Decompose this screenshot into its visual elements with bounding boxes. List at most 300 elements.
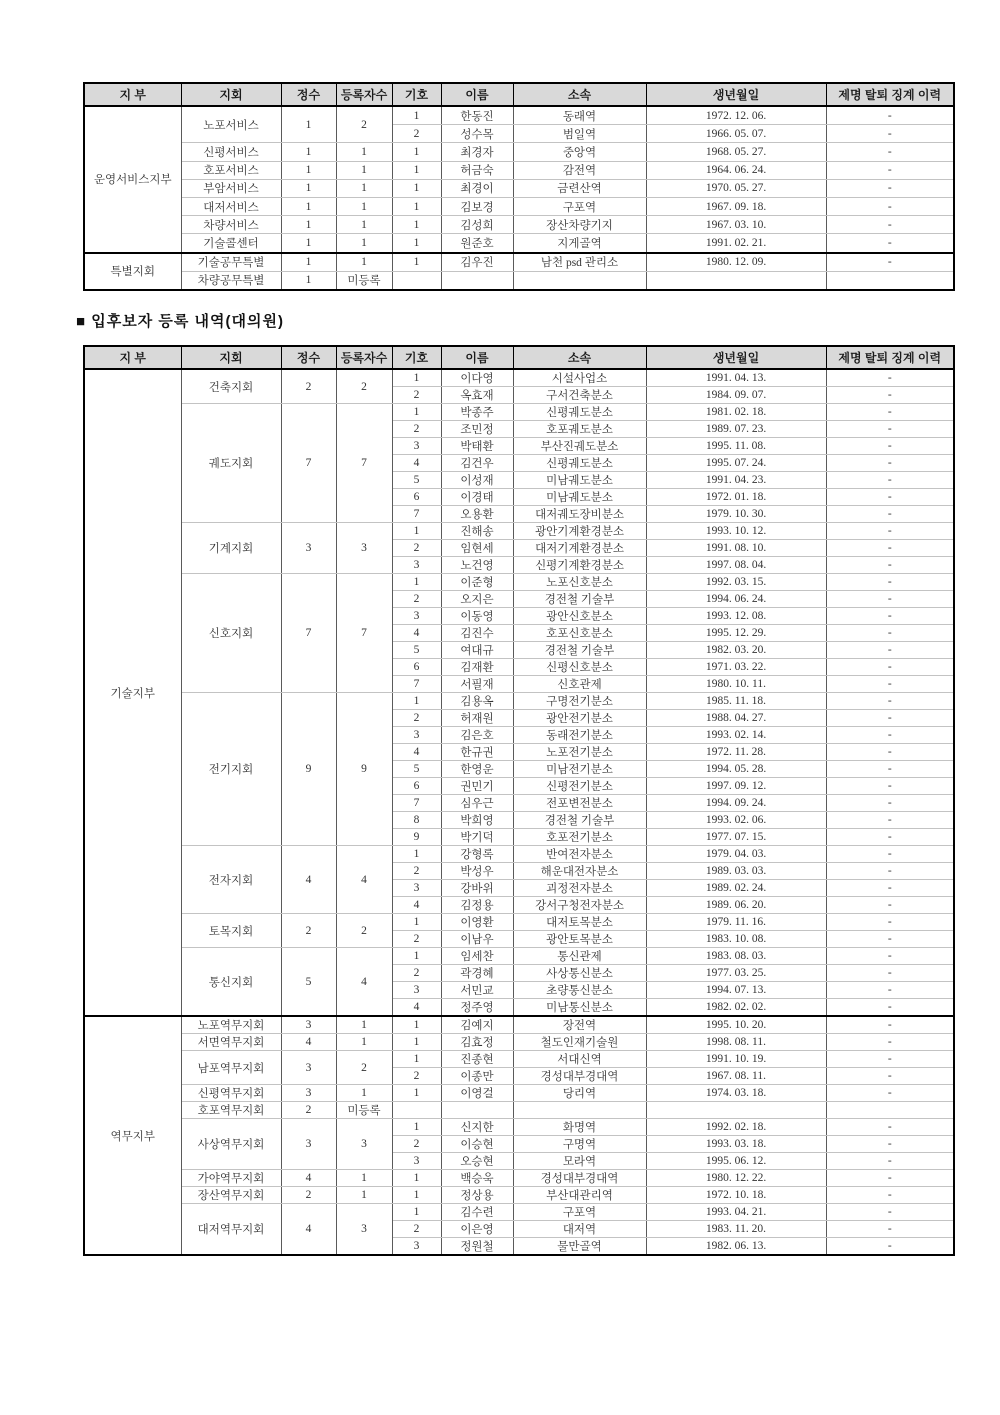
- cell-note: -: [826, 1119, 954, 1136]
- cell-quota: 7: [281, 574, 336, 693]
- column-header: 지 부: [84, 346, 181, 369]
- cell-registered: 3: [336, 1119, 392, 1170]
- cell-note: -: [826, 897, 954, 914]
- table-row: [84, 523, 954, 540]
- cell-quota: 3: [281, 1016, 336, 1034]
- cell-birthdate: 1989. 06. 20.: [646, 897, 826, 914]
- cell-name: 박기덕: [441, 829, 513, 846]
- cell-name: 조민정: [441, 421, 513, 438]
- cell-quota: 1: [281, 253, 336, 272]
- cell-registered: 4: [336, 948, 392, 1017]
- cell-note: -: [826, 216, 954, 234]
- cell-birthdate: 1982. 02. 02.: [646, 999, 826, 1017]
- cell-quota: 3: [281, 1051, 336, 1085]
- cell-affiliation: 장전역: [513, 1016, 646, 1034]
- cell-birthdate: [646, 271, 826, 290]
- cell-registered: 1: [336, 1016, 392, 1034]
- cell-registered: 1: [336, 143, 392, 161]
- cell-registered: 1: [336, 253, 392, 272]
- cell-affiliation: 광안전기분소: [513, 710, 646, 727]
- cell-registered: 1: [336, 1034, 392, 1051]
- cell-affiliation: 남천 psd 관리소: [513, 253, 646, 272]
- cell-quota: 3: [281, 1119, 336, 1170]
- cell-note: -: [826, 948, 954, 965]
- cell-number: 2: [392, 710, 441, 727]
- cell-number: 2: [392, 1068, 441, 1085]
- cell-number: 1: [392, 693, 441, 710]
- cell-name: 이영환: [441, 914, 513, 931]
- cell-affiliation: 물만골역: [513, 1238, 646, 1256]
- cell-number: 1: [392, 234, 441, 253]
- cell-name: 곽경혜: [441, 965, 513, 982]
- cell-name: 오용환: [441, 506, 513, 523]
- cell-note: -: [826, 1051, 954, 1068]
- cell-number: [392, 1102, 441, 1119]
- cell-number: 3: [392, 982, 441, 999]
- cell-number: 1: [392, 914, 441, 931]
- cell-note: -: [826, 253, 954, 272]
- cell-note: -: [826, 125, 954, 143]
- cell-name: [441, 1102, 513, 1119]
- cell-name: 한규권: [441, 744, 513, 761]
- table-row: [84, 404, 954, 421]
- table-row: [84, 1051, 954, 1068]
- table-row: [84, 1102, 954, 1119]
- column-header: 등록자수: [336, 83, 392, 106]
- cell-affiliation: 호포전기분소: [513, 829, 646, 846]
- cell-chapter: 기술콜센터: [181, 234, 281, 253]
- cell-note: -: [826, 744, 954, 761]
- cell-name: 강바위: [441, 880, 513, 897]
- cell-note: -: [826, 1204, 954, 1221]
- cell-affiliation: 신평신호분소: [513, 659, 646, 676]
- cell-name: 박태환: [441, 438, 513, 455]
- cell-note: -: [826, 1034, 954, 1051]
- cell-birthdate: 1979. 11. 16.: [646, 914, 826, 931]
- cell-number: 1: [392, 143, 441, 161]
- cell-birthdate: 1994. 07. 13.: [646, 982, 826, 999]
- cell-number: 1: [392, 179, 441, 197]
- table-row: [84, 216, 954, 234]
- table-row: [84, 1034, 954, 1051]
- cell-note: -: [826, 574, 954, 591]
- cell-registered: 7: [336, 404, 392, 523]
- cell-number: 1: [392, 253, 441, 272]
- cell-affiliation: 철도인재기술원: [513, 1034, 646, 1051]
- cell-name: 오지은: [441, 591, 513, 608]
- cell-affiliation: 사상통신분소: [513, 965, 646, 982]
- cell-chapter: 기술공무특별: [181, 253, 281, 272]
- table-row: [84, 1187, 954, 1204]
- cell-name: 이승현: [441, 1136, 513, 1153]
- cell-number: 4: [392, 625, 441, 642]
- cell-quota: 4: [281, 1204, 336, 1256]
- cell-note: -: [826, 761, 954, 778]
- cell-note: -: [826, 540, 954, 557]
- table-row: [84, 574, 954, 591]
- cell-note: -: [826, 693, 954, 710]
- cell-birthdate: 1994. 05. 28.: [646, 761, 826, 778]
- cell-birthdate: 1974. 03. 18.: [646, 1085, 826, 1102]
- cell-affiliation: 구포역: [513, 1204, 646, 1221]
- cell-birthdate: 1984. 09. 07.: [646, 387, 826, 404]
- cell-name: 이영걸: [441, 1085, 513, 1102]
- column-header: 정수: [281, 346, 336, 369]
- cell-name: 옥효재: [441, 387, 513, 404]
- cell-affiliation: 노포신호분소: [513, 574, 646, 591]
- cell-note: -: [826, 234, 954, 253]
- column-header: 제명 탈퇴 징계 이력: [826, 346, 954, 369]
- cell-number: 1: [392, 197, 441, 215]
- cell-number: 2: [392, 421, 441, 438]
- cell-affiliation: 신호관제: [513, 676, 646, 693]
- cell-number: 1: [392, 846, 441, 863]
- cell-birthdate: 1995. 12. 29.: [646, 625, 826, 642]
- cell-birthdate: 1988. 04. 27.: [646, 710, 826, 727]
- cell-quota: 3: [281, 523, 336, 574]
- cell-affiliation: 경성대부경대역: [513, 1068, 646, 1085]
- cell-branch: 역무지부: [84, 1016, 181, 1255]
- cell-number: 2: [392, 1136, 441, 1153]
- section-title: ■ 입후보자 등록 내역(대의원): [76, 313, 284, 330]
- cell-birthdate: 1997. 09. 12.: [646, 778, 826, 795]
- cell-birthdate: 1983. 11. 20.: [646, 1221, 826, 1238]
- cell-birthdate: 1991. 02. 21.: [646, 234, 826, 253]
- cell-birthdate: 1989. 03. 03.: [646, 863, 826, 880]
- cell-chapter: 장산역무지회: [181, 1187, 281, 1204]
- cell-registered: 2: [336, 106, 392, 143]
- cell-birthdate: 1997. 08. 04.: [646, 557, 826, 574]
- table-row: [84, 143, 954, 161]
- cell-number: 1: [392, 523, 441, 540]
- cell-registered: 1: [336, 216, 392, 234]
- cell-number: 3: [392, 608, 441, 625]
- cell-number: 1: [392, 106, 441, 125]
- cell-quota: 1: [281, 106, 336, 143]
- cell-affiliation: 부산진궤도분소: [513, 438, 646, 455]
- cell-name: 심우근: [441, 795, 513, 812]
- cell-name: 이경태: [441, 489, 513, 506]
- table-row: [84, 1119, 954, 1136]
- cell-birthdate: 1991. 08. 10.: [646, 540, 826, 557]
- cell-note: -: [826, 161, 954, 179]
- cell-note: -: [826, 778, 954, 795]
- cell-birthdate: 1971. 03. 22.: [646, 659, 826, 676]
- cell-affiliation: 신평기계환경분소: [513, 557, 646, 574]
- cell-quota: 7: [281, 404, 336, 523]
- table-row: [84, 693, 954, 710]
- candidate-table-daeuiwon: [83, 345, 955, 1256]
- cell-birthdate: 1966. 05. 07.: [646, 125, 826, 143]
- cell-chapter: 호포역무지회: [181, 1102, 281, 1119]
- cell-affiliation: 노포전기분소: [513, 744, 646, 761]
- cell-name: 진종현: [441, 1051, 513, 1068]
- cell-birthdate: 1993. 04. 21.: [646, 1204, 826, 1221]
- cell-chapter: 신평서비스: [181, 143, 281, 161]
- cell-registered: 9: [336, 693, 392, 846]
- cell-registered: 1: [336, 1170, 392, 1187]
- cell-affiliation: 신평궤도분소: [513, 455, 646, 472]
- cell-name: 김건우: [441, 455, 513, 472]
- cell-number: 3: [392, 727, 441, 744]
- cell-note: -: [826, 197, 954, 215]
- cell-name: 서필재: [441, 676, 513, 693]
- cell-note: -: [826, 438, 954, 455]
- cell-note: -: [826, 659, 954, 676]
- cell-name: 김예지: [441, 1016, 513, 1034]
- cell-name: 한영운: [441, 761, 513, 778]
- cell-number: 1: [392, 1119, 441, 1136]
- cell-affiliation: 부산대관리역: [513, 1187, 646, 1204]
- cell-chapter: 기계지회: [181, 523, 281, 574]
- cell-birthdate: 1979. 10. 30.: [646, 506, 826, 523]
- cell-number: 2: [392, 591, 441, 608]
- cell-note: -: [826, 369, 954, 387]
- cell-note: -: [826, 710, 954, 727]
- cell-note: -: [826, 1085, 954, 1102]
- cell-note: -: [826, 999, 954, 1017]
- cell-affiliation: 신평궤도분소: [513, 404, 646, 421]
- cell-name: 이은영: [441, 1221, 513, 1238]
- cell-quota: 1: [281, 161, 336, 179]
- cell-number: 4: [392, 455, 441, 472]
- cell-name: 박성우: [441, 863, 513, 880]
- header-row: [84, 83, 954, 106]
- cell-name: 이준형: [441, 574, 513, 591]
- cell-chapter: 궤도지회: [181, 404, 281, 523]
- cell-birthdate: 1992. 02. 18.: [646, 1119, 826, 1136]
- cell-note: -: [826, 523, 954, 540]
- cell-name: 김성희: [441, 216, 513, 234]
- cell-number: 1: [392, 574, 441, 591]
- cell-chapter: 건축지회: [181, 369, 281, 404]
- cell-name: 이성재: [441, 472, 513, 489]
- cell-registered: 3: [336, 1204, 392, 1256]
- cell-name: 원준호: [441, 234, 513, 253]
- cell-birthdate: 1994. 06. 24.: [646, 591, 826, 608]
- cell-birthdate: 1992. 03. 15.: [646, 574, 826, 591]
- table-row: [84, 179, 954, 197]
- cell-number: 1: [392, 1085, 441, 1102]
- cell-name: 김재환: [441, 659, 513, 676]
- table-row: [84, 234, 954, 253]
- table-row: [84, 948, 954, 965]
- cell-quota: 1: [281, 197, 336, 215]
- cell-number: 2: [392, 1221, 441, 1238]
- cell-branch: 특별지회: [84, 253, 181, 290]
- cell-birthdate: 1972. 01. 18.: [646, 489, 826, 506]
- cell-chapter: 노포서비스: [181, 106, 281, 143]
- cell-chapter: 전자지회: [181, 846, 281, 914]
- cell-chapter: 전기지회: [181, 693, 281, 846]
- table-row: [84, 1085, 954, 1102]
- cell-note: -: [826, 982, 954, 999]
- cell-affiliation: 대저역: [513, 1221, 646, 1238]
- cell-birthdate: 1981. 02. 18.: [646, 404, 826, 421]
- column-header: 생년월일: [646, 346, 826, 369]
- cell-number: 1: [392, 1187, 441, 1204]
- cell-chapter: 서면역무지회: [181, 1034, 281, 1051]
- cell-affiliation: 장산차량기지: [513, 216, 646, 234]
- cell-number: [392, 271, 441, 290]
- cell-note: -: [826, 472, 954, 489]
- cell-chapter: 호포서비스: [181, 161, 281, 179]
- cell-name: 오승현: [441, 1153, 513, 1170]
- cell-chapter: 통신지회: [181, 948, 281, 1017]
- cell-number: 1: [392, 369, 441, 387]
- cell-number: 2: [392, 540, 441, 557]
- cell-number: 5: [392, 642, 441, 659]
- cell-note: -: [826, 795, 954, 812]
- cell-note: -: [826, 1221, 954, 1238]
- cell-name: 김은호: [441, 727, 513, 744]
- cell-chapter: 대저역무지회: [181, 1204, 281, 1256]
- cell-chapter: 남포역무지회: [181, 1051, 281, 1085]
- cell-birthdate: 1991. 04. 13.: [646, 369, 826, 387]
- cell-number: 3: [392, 880, 441, 897]
- cell-chapter: 부암서비스: [181, 179, 281, 197]
- cell-affiliation: 광안신호분소: [513, 608, 646, 625]
- table-row: [84, 1170, 954, 1187]
- cell-birthdate: 1982. 06. 13.: [646, 1238, 826, 1256]
- cell-chapter: 토목지회: [181, 914, 281, 948]
- table-row: [84, 1016, 954, 1034]
- table-row: [84, 1204, 954, 1221]
- cell-note: -: [826, 965, 954, 982]
- cell-birthdate: 1995. 11. 08.: [646, 438, 826, 455]
- cell-birthdate: 1980. 12. 09.: [646, 253, 826, 272]
- cell-birthdate: 1985. 11. 18.: [646, 693, 826, 710]
- cell-note: -: [826, 829, 954, 846]
- cell-affiliation: 전포변전분소: [513, 795, 646, 812]
- cell-affiliation: 화명역: [513, 1119, 646, 1136]
- cell-affiliation: 시설사업소: [513, 369, 646, 387]
- cell-birthdate: 1989. 02. 24.: [646, 880, 826, 897]
- cell-birthdate: 1979. 04. 03.: [646, 846, 826, 863]
- cell-name: 신지한: [441, 1119, 513, 1136]
- cell-note: -: [826, 642, 954, 659]
- cell-note: -: [826, 387, 954, 404]
- cell-affiliation: 금련산역: [513, 179, 646, 197]
- cell-number: 3: [392, 1153, 441, 1170]
- cell-number: 1: [392, 1204, 441, 1221]
- cell-name: 최경자: [441, 143, 513, 161]
- cell-registered: 1: [336, 1187, 392, 1204]
- cell-affiliation: 지게골역: [513, 234, 646, 253]
- cell-note: -: [826, 880, 954, 897]
- cell-name: 허금숙: [441, 161, 513, 179]
- cell-affiliation: 중앙역: [513, 143, 646, 161]
- cell-number: 5: [392, 472, 441, 489]
- cell-affiliation: 미남궤도분소: [513, 489, 646, 506]
- cell-note: -: [826, 914, 954, 931]
- cell-name: 박희영: [441, 812, 513, 829]
- cell-birthdate: 1991. 04. 23.: [646, 472, 826, 489]
- cell-number: 4: [392, 897, 441, 914]
- cell-registered: 1: [336, 234, 392, 253]
- cell-affiliation: 미남통신분소: [513, 999, 646, 1017]
- cell-name: 백승욱: [441, 1170, 513, 1187]
- cell-affiliation: 강서구청전자분소: [513, 897, 646, 914]
- cell-chapter: 신호지회: [181, 574, 281, 693]
- cell-quota: 9: [281, 693, 336, 846]
- cell-affiliation: 미남전기분소: [513, 761, 646, 778]
- cell-name: 여대규: [441, 642, 513, 659]
- cell-affiliation: 해운대전자분소: [513, 863, 646, 880]
- cell-birthdate: 1995. 10. 20.: [646, 1016, 826, 1034]
- cell-quota: 1: [281, 271, 336, 290]
- cell-name: 김효정: [441, 1034, 513, 1051]
- cell-birthdate: 1993. 02. 06.: [646, 812, 826, 829]
- cell-birthdate: 1967. 03. 10.: [646, 216, 826, 234]
- cell-registered: 1: [336, 179, 392, 197]
- cell-registered: 2: [336, 369, 392, 404]
- cell-affiliation: 괴정전자분소: [513, 880, 646, 897]
- cell-note: -: [826, 106, 954, 125]
- cell-name: 김수련: [441, 1204, 513, 1221]
- cell-registered: 7: [336, 574, 392, 693]
- cell-birthdate: 1993. 02. 14.: [646, 727, 826, 744]
- cell-note: -: [826, 455, 954, 472]
- cell-note: -: [826, 727, 954, 744]
- cell-note: -: [826, 812, 954, 829]
- cell-affiliation: 호포궤도분소: [513, 421, 646, 438]
- cell-affiliation: 동래전기분소: [513, 727, 646, 744]
- cell-affiliation: 구서건축분소: [513, 387, 646, 404]
- cell-name: 정원철: [441, 1238, 513, 1256]
- cell-quota: 2: [281, 369, 336, 404]
- cell-number: 2: [392, 931, 441, 948]
- cell-name: 최경이: [441, 179, 513, 197]
- cell-number: 2: [392, 387, 441, 404]
- cell-note: -: [826, 1187, 954, 1204]
- column-header: 지회: [181, 346, 281, 369]
- cell-birthdate: 1970. 05. 27.: [646, 179, 826, 197]
- cell-chapter: 차량서비스: [181, 216, 281, 234]
- cell-affiliation: 광안기계환경분소: [513, 523, 646, 540]
- cell-note: -: [826, 1153, 954, 1170]
- cell-number: 3: [392, 1238, 441, 1256]
- cell-name: 서민교: [441, 982, 513, 999]
- cell-quota: 1: [281, 179, 336, 197]
- column-header: 생년월일: [646, 83, 826, 106]
- cell-affiliation: 구포역: [513, 197, 646, 215]
- column-header: 기호: [392, 83, 441, 106]
- cell-birthdate: 1972. 10. 18.: [646, 1187, 826, 1204]
- cell-birthdate: 1983. 08. 03.: [646, 948, 826, 965]
- column-header: 소속: [513, 83, 646, 106]
- column-header: 지회: [181, 83, 281, 106]
- cell-affiliation: 서대신역: [513, 1051, 646, 1068]
- candidate-table-executive: [83, 82, 955, 291]
- cell-chapter: 가야역무지회: [181, 1170, 281, 1187]
- cell-chapter: 노포역무지회: [181, 1016, 281, 1034]
- cell-number: 1: [392, 161, 441, 179]
- cell-number: 1: [392, 1034, 441, 1051]
- cell-birthdate: 1977. 03. 25.: [646, 965, 826, 982]
- cell-birthdate: 1964. 06. 24.: [646, 161, 826, 179]
- cell-affiliation: 초량통신분소: [513, 982, 646, 999]
- cell-affiliation: 모라역: [513, 1153, 646, 1170]
- cell-birthdate: 1972. 11. 28.: [646, 744, 826, 761]
- cell-registered: 2: [336, 1051, 392, 1085]
- cell-registered: 4: [336, 846, 392, 914]
- cell-note: -: [826, 608, 954, 625]
- cell-number: 6: [392, 489, 441, 506]
- cell-name: 진해송: [441, 523, 513, 540]
- cell-note: [826, 1102, 954, 1119]
- cell-name: 박종주: [441, 404, 513, 421]
